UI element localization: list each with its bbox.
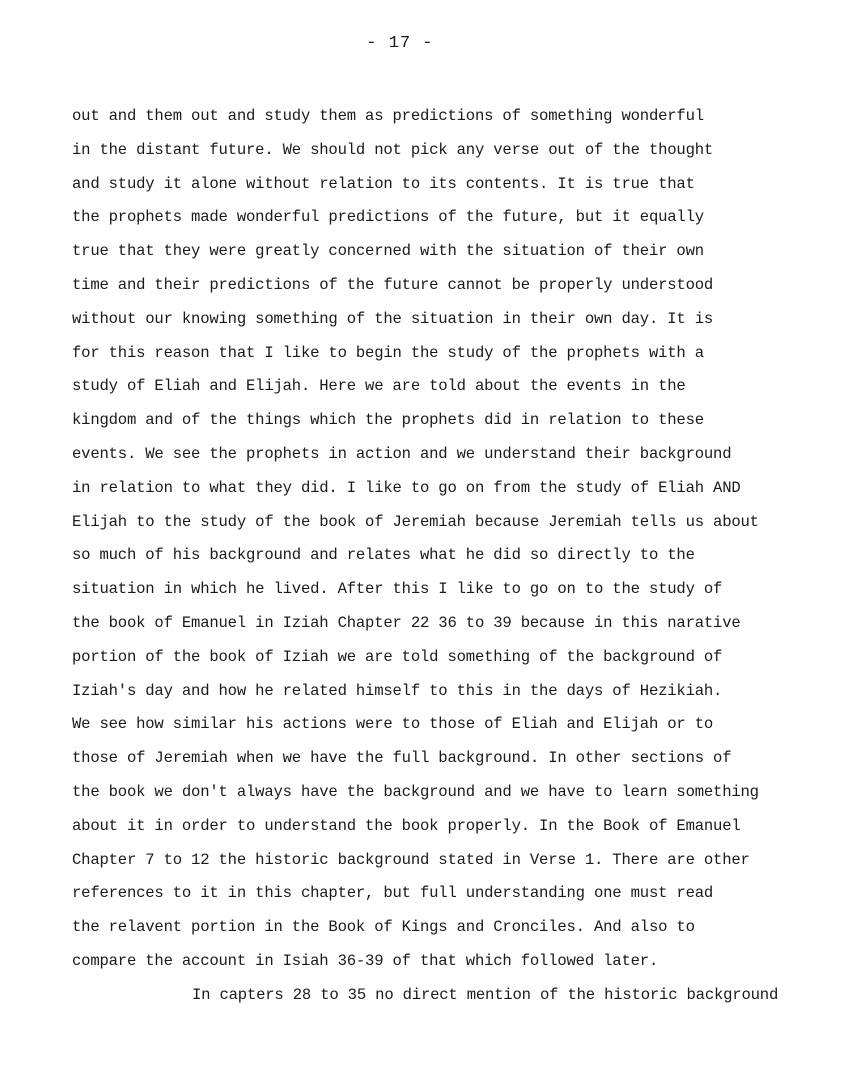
text-line: events. We see the prophets in action and we understand their background xyxy=(72,444,732,463)
text-line: study of Eliah and Elijah. Here we are told about the events in the xyxy=(72,377,686,396)
text-line: kingdom and of the things which the prophets did in relation to these xyxy=(72,411,704,430)
text-line: the relavent portion in the Book of Kings and Cronciles. And also to xyxy=(72,918,695,937)
text-line: the book of Emanuel in Iziah Chapter 22 36 to 39 because in this narative xyxy=(72,613,741,632)
text-line: for this reason that I like to begin the study of the prophets with a xyxy=(72,343,704,362)
text-line: the book we don't always have the background and we have to learn something xyxy=(72,782,759,801)
text-line: those of Jeremiah when we have the full background. In other sections of xyxy=(72,749,732,768)
text-line: in the distant future. We should not pick any verse out of the thought xyxy=(72,140,714,159)
text-line: about it in order to understand the book properly. In the Book of Emanuel xyxy=(72,816,741,835)
page-number: - 17 - xyxy=(366,34,434,53)
text-line: compare the account in Isiah 36-39 of that which followed later. xyxy=(72,951,659,970)
text-line: so much of his background and relates what he did so directly to the xyxy=(72,546,695,565)
text-line: without our knowing something of the situation in their own day. It is xyxy=(72,309,714,328)
text-line: In capters 28 to 35 no direct mention of the historic background xyxy=(192,985,779,1004)
text-line: the prophets made wonderful predictions of the future, but it equally xyxy=(72,208,704,227)
text-line: in relation to what they did. I like to go on from the study of Eliah AND xyxy=(72,478,741,497)
text-line: portion of the book of Iziah we are told something of the background of xyxy=(72,647,723,666)
text-line: Iziah's day and how he related himself to this in the days of Hezikiah. xyxy=(72,681,723,700)
text-line: true that they were greatly concerned with the situation of their own xyxy=(72,242,704,261)
text-line: time and their predictions of the future cannot be properly understood xyxy=(72,275,714,294)
text-line: references to it in this chapter, but full understanding one must read xyxy=(72,884,714,903)
text-line: situation in which he lived. After this I like to go on to the study of xyxy=(72,580,723,599)
body-text xyxy=(72,100,852,1013)
text-line: Chapter 7 to 12 the historic background stated in Verse 1. There are other xyxy=(72,850,750,869)
text-line: out and them out and study them as predictions of something wonderful xyxy=(72,107,704,125)
text-line: Elijah to the study of the book of Jeremiah because Jeremiah tells us about xyxy=(72,512,759,531)
text-line: and study it alone without relation to its contents. It is true that xyxy=(72,174,695,193)
text-line: We see how similar his actions were to those of Eliah and Elijah or to xyxy=(72,715,714,734)
